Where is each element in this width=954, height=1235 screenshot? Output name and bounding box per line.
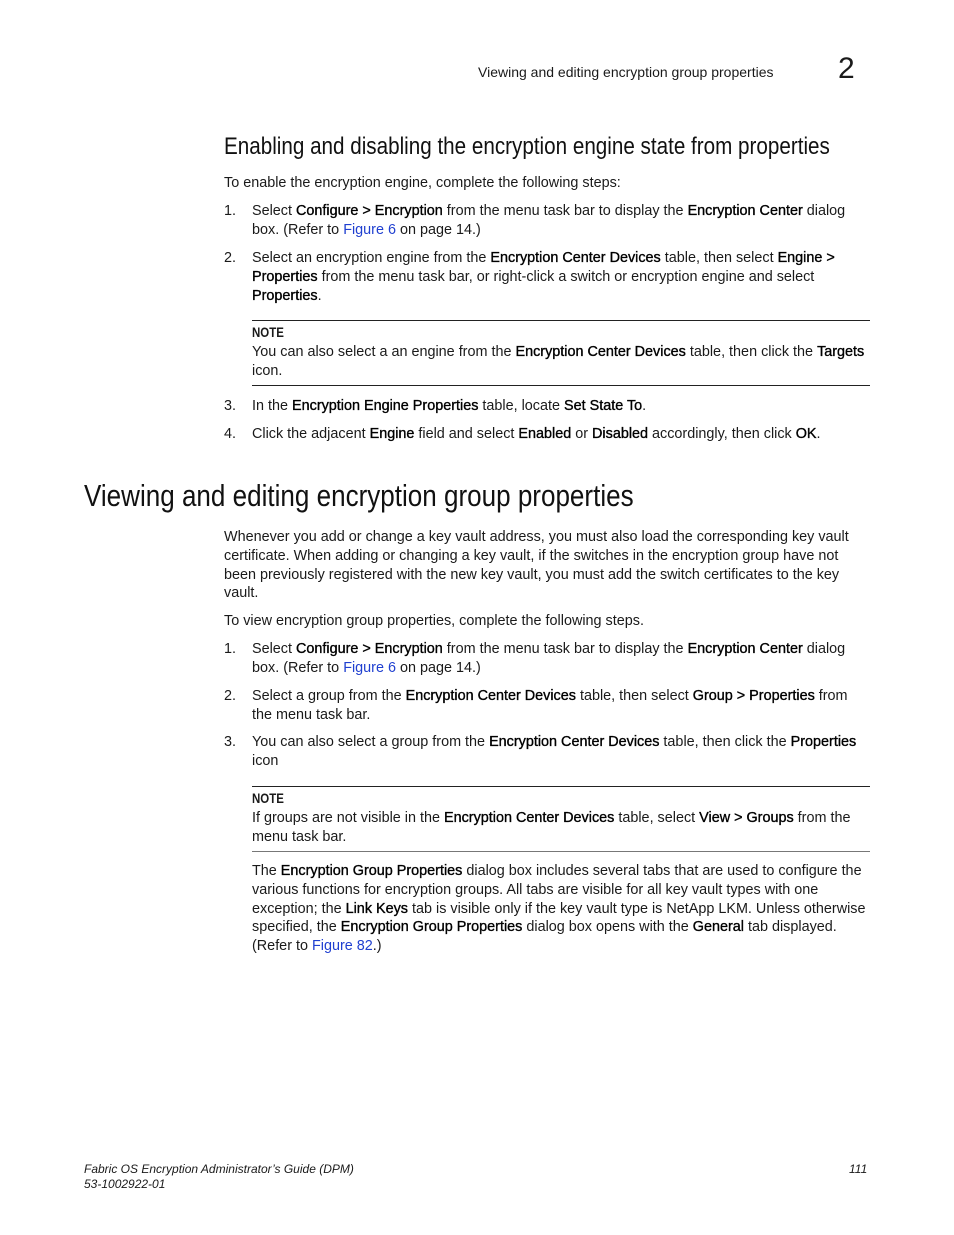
section2-note — [252, 786, 870, 852]
step-text: Click the adjacent Engine field and select Enabled or Disabled accordingly, then click OK. — [252, 426, 821, 442]
section-heading-viewing-editing: Viewing and editing encryption group properties — [84, 478, 634, 513]
figure-82-link[interactable]: Figure 82 — [311, 938, 373, 955]
note-text: You can also select a an engine from the Encryption Center Devices table, then click the Targets icon. — [252, 343, 865, 379]
note-label: NOTE — [252, 325, 284, 340]
page-number: 111 — [849, 1162, 868, 1176]
step-number: 3. — [224, 734, 237, 750]
section2-para-1: Whenever you add or change a key vault address, you must also load the corresponding key vault certificate. When adding or changing a key vault, if the switches in the encryption group have not been previously registered with the new key vault, you must add the switch certificates to the key vault. — [224, 529, 849, 602]
dialog-name: Encryption Center — [687, 203, 803, 219]
step-number: 2. — [224, 688, 237, 704]
footer-doc-number: 53-1002922-01 — [84, 1177, 166, 1191]
step-number: 4. — [224, 426, 237, 442]
section2-para-2: To view encryption group properties, complete the following steps. — [224, 613, 644, 629]
step-text: In the Encryption Engine Properties table, locate Set State To. — [252, 398, 647, 414]
section2-final-para: The Encryption Group Properties dialog box includes several tabs that are used to configure the various functions for encryption groups. All tabs are visible for all key vault types with one exception; the Link Keys tab is visible only if the key vault type is NetApp LKM. Unless otherwise specified, the Encryption Group Properties dialog box opens with the General tab displayed. (Refer to Figure 82.) — [252, 863, 866, 955]
step-number: 1. — [224, 203, 237, 219]
figure-6-link[interactable]: Figure 6 — [343, 221, 396, 238]
note-label: NOTE — [252, 791, 284, 806]
menu-path: Engine > Properties — [252, 250, 835, 285]
step-number: 3. — [224, 398, 237, 414]
section1-intro: To enable the encryption engine, complete the following steps: — [224, 175, 621, 191]
menu-path: Configure > Encryption — [296, 203, 443, 219]
section1-note — [252, 320, 870, 386]
table-name: Encryption Center Devices — [490, 250, 661, 266]
figure-6-link[interactable]: Figure 6 — [343, 659, 396, 676]
menu-item: Properties — [252, 287, 318, 304]
footer-book-title: Fabric OS Encryption Administrator’s Guide (DPM) — [84, 1162, 354, 1176]
footer-book-info — [84, 1162, 354, 1192]
step-text: Select a group from the Encryption Center Devices table, then select Group > Properties from the menu task bar. — [252, 688, 848, 723]
step-text: Select Configure > Encryption from the menu task bar to display the Encryption Center dialog box. (Refer to Figure 6 on page 14.) — [252, 203, 846, 238]
step-text: Select an encryption engine from the Encryption Center Devices table, then select Engine > Properties from the menu task bar, or right-click a switch or encryption engine and select Properties. — [252, 250, 835, 304]
step-number: 1. — [224, 641, 237, 657]
step-number: 2. — [224, 250, 237, 266]
running-header-title: Viewing and editing encryption group properties — [478, 64, 774, 80]
section-heading-enable-disable: Enabling and disabling the encryption engine state from properties — [224, 133, 830, 160]
step-text: You can also select a group from the Encryption Center Devices table, then click the Properties icon — [252, 734, 857, 769]
step-text: Select Configure > Encryption from the menu task bar to display the Encryption Center dialog box. (Refer to Figure 6 on page 14.) — [252, 641, 846, 676]
note-text: If groups are not visible in the Encryption Center Devices table, select View > Groups from the menu task bar. — [252, 809, 851, 845]
chapter-number: 2 — [838, 52, 855, 85]
